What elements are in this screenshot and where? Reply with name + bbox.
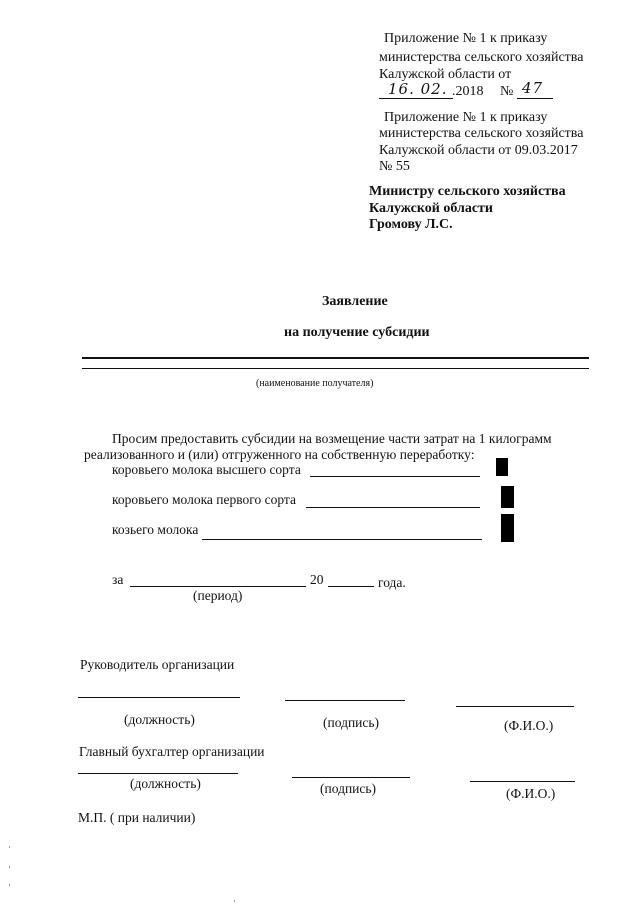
redaction-block-2 [501,486,514,508]
accountant-fio-line [470,781,575,782]
scan-speck [9,866,10,868]
accountant-fio-caption: (Ф.И.О.) [506,786,556,801]
head-title: Руководитель организации [80,657,235,672]
body-line2: реализованного и (или) отгруженного на собственную переработку: [84,447,475,462]
item-label-goat-milk: козьего молока [112,522,199,537]
period-year-word: года. [378,575,406,590]
annex1-line1: Приложение № 1 к приказу [384,31,548,46]
recipient-line-lower [82,368,589,369]
annex1-number-label: № [500,84,514,99]
annex1-line2: министерства сельского хозяйства [379,50,584,65]
period-za: за [112,572,124,587]
annex1-number-line [517,98,553,99]
annex2-line1: Приложение № 1 к приказу [384,110,548,125]
head-fio-line [456,706,574,707]
stamp-note: М.П. ( при наличии) [78,810,196,825]
redaction-block-3 [501,514,514,542]
annex1-number-handwritten: 47 [522,79,544,97]
body-line1: Просим предоставить субсидии на возмещение части затрат на 1 килограмм [112,431,552,446]
recipient-caption: (наименование получателя) [256,378,374,389]
item-label-first-grade-cow-milk: коровьего молока первого сорта [112,492,296,507]
annex1-date-line [379,98,453,99]
item-label-premium-cow-milk: коровьего молока высшего сорта [112,462,301,477]
period-year-line [328,586,374,587]
item-line-first-grade-cow-milk [306,507,480,508]
accountant-title: Главный бухгалтер организации [79,744,265,759]
period-century: 20 [310,572,324,587]
document-subtitle: на получение субсидии [284,325,430,340]
addressee-line2: Калужской области [369,201,493,216]
addressee-line3: Громову Л.С. [369,217,453,232]
scan-speck [9,846,10,848]
period-caption: (период) [193,588,243,603]
period-line [130,586,306,587]
head-signature-line [285,700,405,701]
accountant-position-caption: (должность) [130,776,201,791]
annex2-line2: министерства сельского хозяйства [379,126,584,141]
recipient-line-upper [82,357,589,359]
addressee-line1: Министру сельского хозяйства [369,184,566,199]
annex1-year: .2018 [452,84,484,99]
redaction-block-1 [496,458,508,476]
item-line-premium-cow-milk [310,476,480,477]
item-line-goat-milk [202,539,482,540]
head-position-line [78,697,240,698]
annex2-line4: № 55 [379,159,410,174]
accountant-position-line [78,773,238,774]
head-fio-caption: (Ф.И.О.) [504,718,554,733]
annex1-line3: Калужской области от [379,67,512,82]
accountant-signature-caption: (подпись) [320,781,377,796]
annex2-line3: Калужской области от 09.03.2017 [379,143,578,158]
annex1-date-handwritten: 16. 02. [388,80,448,98]
scan-speck [234,900,235,902]
accountant-signature-line [292,777,410,778]
head-position-caption: (должность) [124,712,195,727]
head-signature-caption: (подпись) [323,715,380,730]
document-title: Заявление [322,294,388,309]
scan-speck [9,884,10,886]
